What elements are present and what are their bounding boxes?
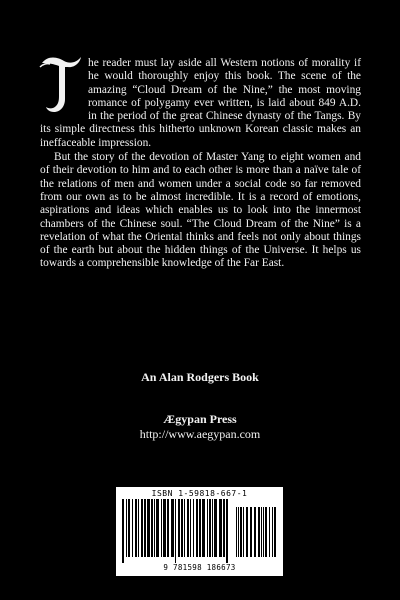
drop-cap-t-icon xyxy=(38,51,84,115)
isbn-barcode xyxy=(116,487,283,576)
imprint-book-line: An Alan Rodgers Book xyxy=(141,370,259,384)
barcode-bars-icon xyxy=(120,499,279,563)
blurb-paragraph-1 xyxy=(40,57,361,150)
isbn-number: ISBN 1-59818-667-1 xyxy=(151,489,248,498)
ean-digits: 9 781598 186673 xyxy=(163,563,236,572)
publisher-name: Ægypan Press xyxy=(163,412,237,426)
publisher-url: http://www.aegypan.com xyxy=(139,427,261,441)
blurb-paragraph-1-text: he reader must lay aside all Western notions of morality if he would thoroughly enjoy this book. The scene of the amazing “Cloud Dream of the Nine,” the most moving romance of polygamy ever written, is laid about 849 A.D. in the period of the great Chinese dynasty of the Tangs. By its simple directness this hitherto unknown Korean classic makes an ineffaceable impression. xyxy=(40,57,361,149)
blurb-paragraph-2: But the story of the devotion of Master Yang to eight women and of their devotion to him and to each other is more than a naïve tale of the relations of men and women under a social code so far removed from our own as to be almost incredible. It is a record of emotions, aspirations and ideas which enables us to look into the innermost chambers of the Chinese soul. “The Cloud Dream of the Nine” is a revelation of what the Oriental thinks and feels not only about things of the earth but about the hidden things of the Universe. It helps us towards a comprehensible knowledge of the Far East. xyxy=(40,151,361,270)
back-cover-blurb xyxy=(40,57,361,271)
